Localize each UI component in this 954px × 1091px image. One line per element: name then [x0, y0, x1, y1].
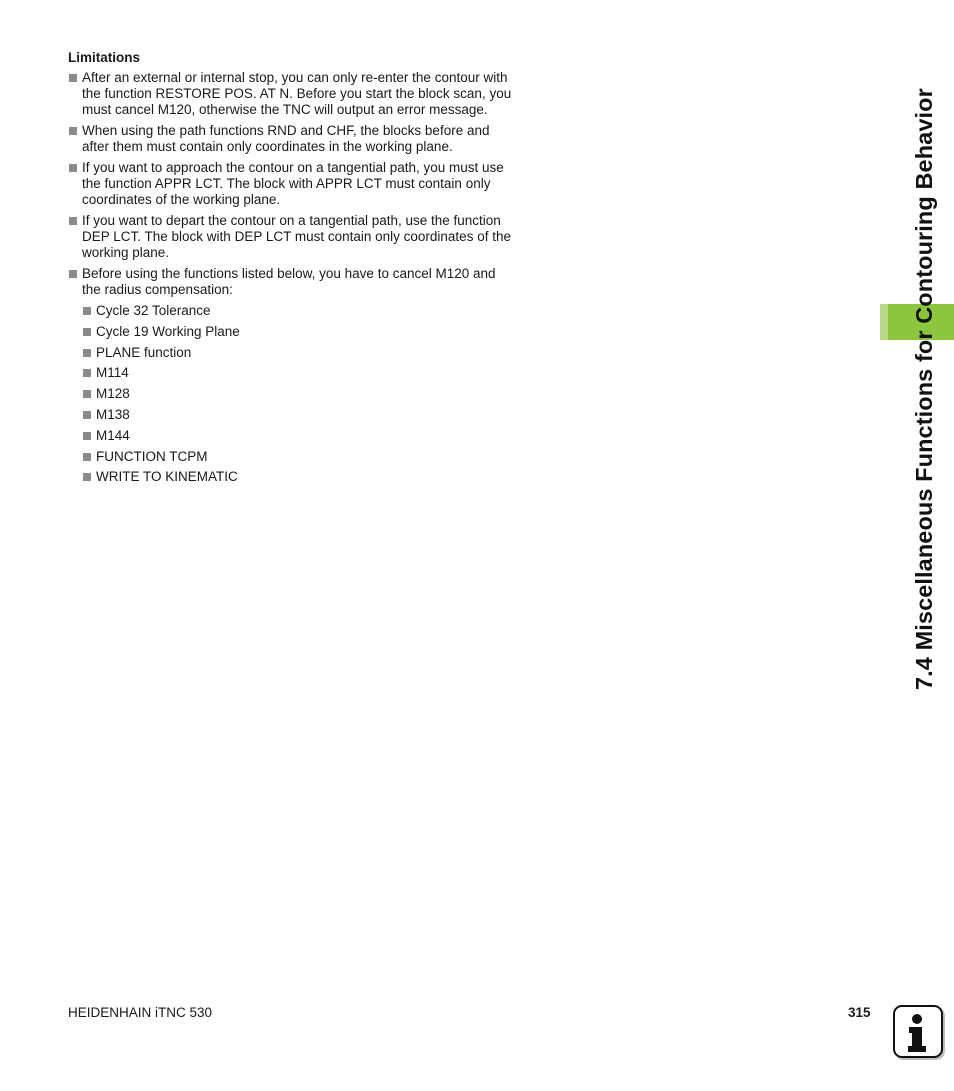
list-item-text: If you want to approach the contour on a tangential path, you must use the function APPR LCT. The block with APPR LCT must contain only coordinates of the working plane. — [82, 160, 504, 207]
square-bullet-icon — [83, 349, 91, 357]
chapter-side-title: 7.4 Miscellaneous Functions for Contouring Behavior — [911, 88, 937, 690]
square-bullet-icon — [83, 411, 91, 419]
sub-list-item-text: FUNCTION TCPM — [96, 448, 208, 464]
list-item — [68, 266, 513, 485]
list-item — [68, 70, 513, 118]
list-item — [68, 123, 513, 155]
sub-list-item — [82, 303, 513, 319]
chapter-tab-highlight — [880, 304, 888, 340]
sub-list-item — [82, 386, 513, 402]
sub-list-item-text: Cycle 19 Working Plane — [96, 323, 240, 339]
list-item-text: If you want to depart the contour on a tangential path, use the function DEP LCT. The block with DEP LCT must contain only coordinates of the working plane. — [82, 213, 511, 260]
list-item-text: When using the path functions RND and CHF, the blocks before and after them must contain only coordinates in the working plane. — [82, 123, 490, 154]
sub-list-item-text: PLANE function — [96, 344, 192, 360]
section-heading: Limitations — [68, 50, 141, 65]
square-bullet-icon — [69, 74, 77, 82]
square-bullet-icon — [83, 307, 91, 315]
sub-list-item — [82, 324, 513, 340]
sub-list-item — [82, 365, 513, 381]
page-number: 315 — [848, 1005, 871, 1020]
sub-list-item — [82, 449, 513, 465]
square-bullet-icon — [83, 369, 91, 377]
function-sublist — [82, 303, 513, 485]
limitations-list — [68, 70, 513, 485]
sub-list-item-text: M138 — [96, 406, 130, 422]
sub-list-item — [82, 345, 513, 361]
sub-list-item — [82, 428, 513, 444]
square-bullet-icon — [69, 127, 77, 135]
square-bullet-icon — [83, 453, 91, 461]
square-bullet-icon — [69, 164, 77, 172]
square-bullet-icon — [83, 432, 91, 440]
info-glyph — [895, 1007, 941, 1056]
list-item-text: Before using the functions listed below, you have to cancel M120 and the radius compensation: — [82, 266, 496, 297]
square-bullet-icon — [69, 270, 77, 278]
sub-list-item-text: WRITE TO KINEMATIC — [96, 469, 238, 485]
list-item-text: After an external or internal stop, you can only re-enter the contour with the function RESTORE POS. AT N. Before you start the block scan, you must cancel M120, otherwise the TNC will output an error message. — [82, 70, 512, 117]
list-item — [68, 160, 513, 208]
square-bullet-icon — [69, 217, 77, 225]
square-bullet-icon — [83, 473, 91, 481]
footer-product-name: HEIDENHAIN iTNC 530 — [68, 1005, 213, 1020]
sub-list-item-text: M128 — [96, 386, 130, 402]
sub-list-item — [82, 407, 513, 423]
sub-list-item — [82, 469, 513, 485]
sub-list-item-text: M144 — [96, 427, 130, 443]
list-item — [68, 213, 513, 261]
sub-list-item-text: M114 — [96, 365, 129, 381]
info-icon — [893, 1005, 943, 1058]
sub-list-item-text: Cycle 32 Tolerance — [96, 303, 211, 318]
square-bullet-icon — [83, 390, 91, 398]
limitations-section — [68, 49, 513, 490]
square-bullet-icon — [83, 328, 91, 336]
